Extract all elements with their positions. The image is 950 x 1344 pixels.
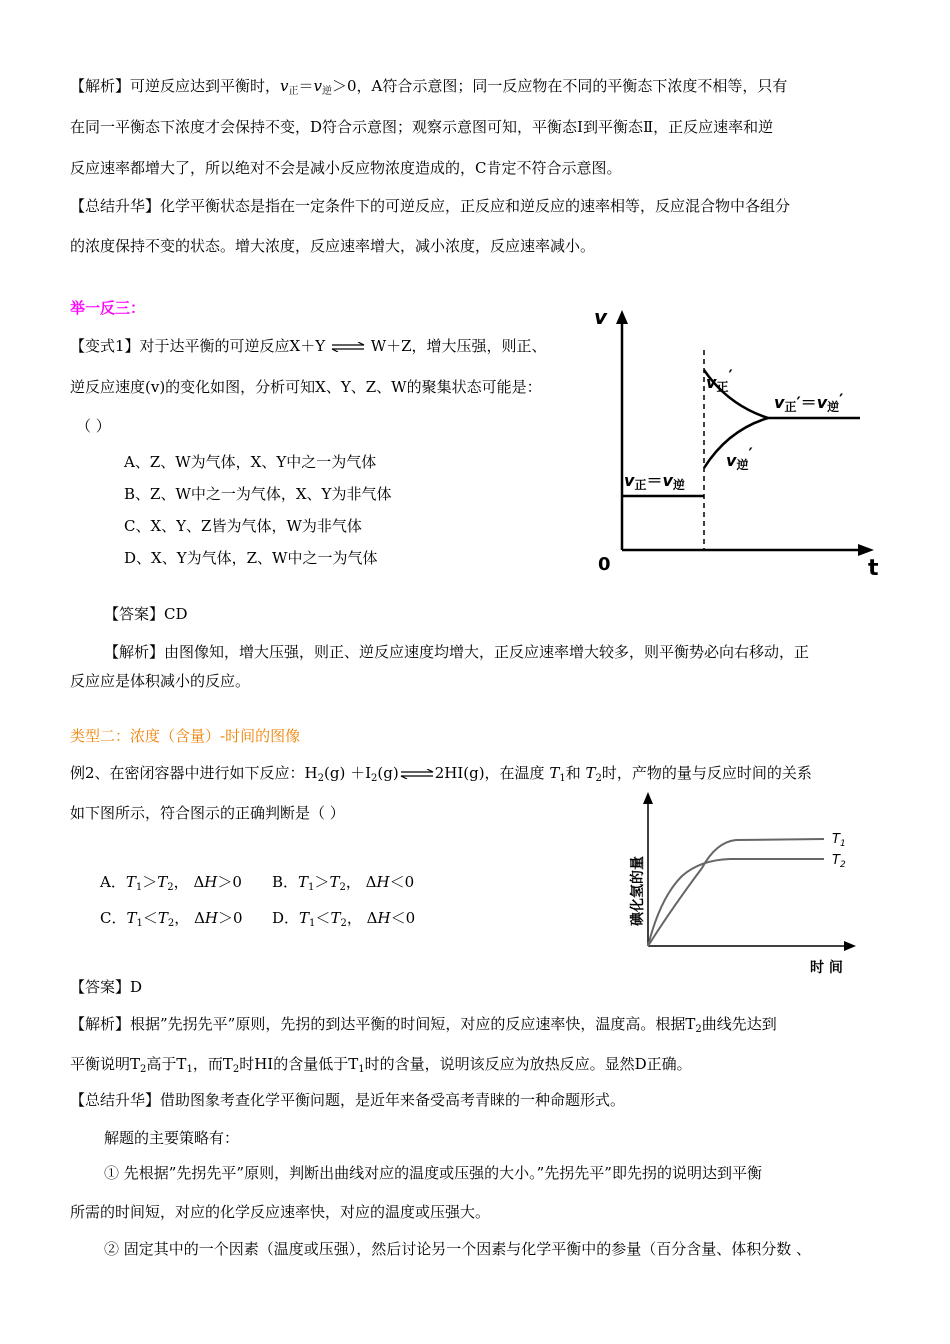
analysis3-line-1: 【解析】根据”先拐先平”原则，先拐的到达平衡的时间短，对应的反应速率快，温度高。根据$T_2$曲线先达到 xyxy=(70,1015,777,1035)
x-axis-label: t xyxy=(868,556,879,580)
strategy-2-line-1: ② 固定其中的一个因素（温度或压强），然后讨论另一个因素与化学平衡中的参量（百分含量、体积分数 、 xyxy=(104,1240,812,1258)
y-axis-arrow-icon xyxy=(616,310,628,324)
strategy-1-line-2: 所需的时间短，对应的化学反应速率快，对应的温度或压强大。 xyxy=(70,1203,491,1221)
summary-line-2: 的浓度保持不变的状态。增大浓度，反应速率增大，减小浓度，反应速率减小。 xyxy=(70,237,596,255)
analysis-line-1: 【解析】可逆反应达到平衡时，$v_正=v_逆>0$，A符合示意图；同一反应物在不同的平衡态下浓度不相等，只有 xyxy=(70,77,788,97)
x-axis-arrow-icon xyxy=(844,941,856,951)
answer-blank: （ ） xyxy=(76,417,111,435)
label-t2: $T_2$ xyxy=(832,853,846,870)
label-new-equal: v正′＝v逆′ xyxy=(774,390,844,414)
answer-2: 【答案】D xyxy=(70,978,143,996)
example2-line-2: 如下图所示，符合图示的正确判断是（ ） xyxy=(70,804,345,822)
option-b: B、Z、W中之一为气体，X、Y为非气体 xyxy=(124,485,392,503)
option-d: D、X、Y为气体，Z、W中之一为气体 xyxy=(124,549,378,567)
origin-label: 0 xyxy=(598,554,611,575)
equilibrium-arrow-icon xyxy=(399,769,435,779)
summary2: 【总结升华】借助图象考查化学平衡问题，是近年来备受高考青睐的一种命题形式。 xyxy=(70,1091,626,1109)
analysis2-line-2: 反应应是体积减小的反应。 xyxy=(70,672,251,690)
summary-line-1: 【总结升华】化学平衡状态是指在一定条件下的可逆反应，正反应和逆反应的速率相等，反应混合物中各组分 xyxy=(70,197,791,215)
curve-t1 xyxy=(648,839,824,946)
ex2-option-c: C．$T_1<T_2$， ΔH＞0 xyxy=(100,909,243,929)
option-c: C、X、Y、Z皆为气体，W为非气体 xyxy=(124,517,362,535)
label-t1: $T_1$ xyxy=(832,832,846,849)
x-axis-label: 时 间 xyxy=(810,960,843,976)
analysis-line-2: 在同一平衡态下浓度才会保持不变，D符合示意图；观察示意图可知，平衡态Ⅰ到平衡态Ⅱ，正反应速率和逆 xyxy=(70,118,774,136)
ex2-option-b: B．$T_1>T_2$， ΔH＜0 xyxy=(272,873,415,893)
y-axis-label: 碘化氢的量 xyxy=(630,856,646,926)
question-line-1: 【变式1】对于达平衡的可逆反应X＋Y W＋Z，增大压强，则正、 xyxy=(70,337,547,355)
section-heading: 举一反三： xyxy=(70,299,146,317)
label-initial-equal: v正＝v逆 xyxy=(624,471,685,492)
ex2-option-d: D．$T_1<T_2$， ΔH＜0 xyxy=(272,909,416,929)
hi-amount-time-graph xyxy=(612,788,862,980)
question-line-2: 逆反应速度(v)的变化如图，分析可知X、Y、Z、W的聚集状态可能是： xyxy=(70,378,542,396)
x-axis-arrow-icon xyxy=(858,544,874,556)
curve-t2 xyxy=(648,859,824,946)
rate-time-graph xyxy=(588,300,888,580)
ex2-option-a: A．$T_1>T_2$， ΔH＞0 xyxy=(100,873,242,893)
strategy-1-line-1: ① 先根据”先拐先平”原则，判断出曲线对应的温度或压强的大小。”先拐先平”即先拐的说明达到平衡 xyxy=(104,1164,762,1182)
analysis3-line-2: 平衡说明$T_2$高于$T_1$，而$T_2$时HI的含量低于$T_1$时的含量，说明该反应为放热反应。显然D正确。 xyxy=(70,1055,692,1075)
option-a: A、Z、W为气体，X、Y中之一为气体 xyxy=(124,453,377,471)
equilibrium-arrow-icon xyxy=(330,342,366,352)
strategy-heading: 解题的主要策略有： xyxy=(104,1129,240,1147)
analysis-line-3: 反应速率都增大了，所以绝对不会是减小反应物浓度造成的，C肯定不符合示意图。 xyxy=(70,159,622,177)
answer-1: 【答案】CD xyxy=(104,605,188,623)
analysis2-line-1: 【解析】由图像知，增大压强，则正、逆反应速度均增大，正反应速率增大较多，则平衡势必向右移动，正 xyxy=(104,643,810,661)
label-forward-rate: v正′ xyxy=(706,366,733,394)
example2-line-1: 例2、在密闭容器中进行如下反应：$H_2(g) +I_2(g)$ 2HI(g)，在温度 $T_1$和 $T_2$时，产物的量与反应时间的关系 xyxy=(70,764,812,784)
y-axis-arrow-icon xyxy=(643,792,653,804)
label-reverse-rate: v逆′ xyxy=(726,444,753,472)
type2-heading: 类型二：浓度（含量）-时间的图像 xyxy=(70,727,301,745)
y-axis-label: v xyxy=(594,305,608,329)
